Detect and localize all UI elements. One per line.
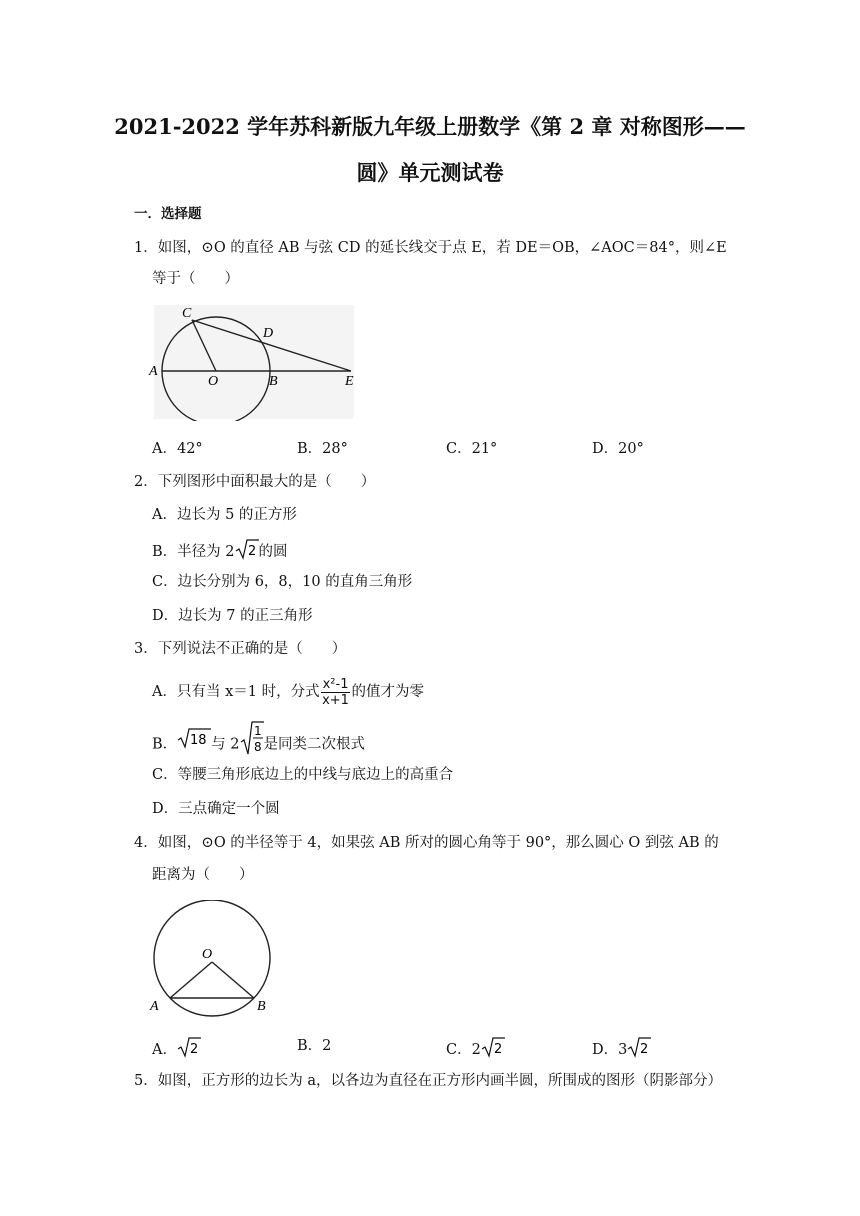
q1-option-c: C．21° — [446, 441, 498, 457]
q1-stem-line1: 1．如图，⊙O 的直径 AB 与弦 CD 的延长线交于点 E，若 DE＝OB，∠AOC＝84°，则∠E — [134, 238, 727, 256]
q1-label-b: B — [269, 374, 278, 389]
q4-label-b: B — [257, 999, 266, 1014]
q3-number: 3． — [134, 641, 158, 657]
q1-option-b: B．28° — [297, 441, 348, 457]
svg-text:2: 2 — [247, 544, 256, 559]
q1-label-c: C — [182, 306, 192, 321]
sqrt-symbol — [481, 1036, 505, 1064]
q4-radius-oa — [170, 962, 212, 998]
q4-label-o: O — [202, 947, 213, 962]
q2-option-b: B．半径为 2 2 的圆 — [152, 538, 288, 566]
q3-option-b: B． 18 与 2 1 8 是同类二次根式 — [152, 720, 365, 769]
circle-dot-icon: ⊙ — [201, 833, 214, 851]
q5-stem: 5．如图，正方形的边长为 a，以各边为直径在正方形内画半圆，所围成的图形（阴影部分） — [134, 1073, 722, 1089]
q2-option-c: C．边长分别为 6，8，10 的直角三角形 — [152, 574, 413, 590]
q4-label-a: A — [150, 999, 159, 1014]
q4-stem-line2: 距离为（ ） — [152, 867, 254, 883]
q2-option-d: D．边长为 7 的正三角形 — [152, 608, 313, 624]
sqrt-fraction-symbol — [240, 720, 264, 769]
sqrt-symbol — [177, 1036, 201, 1064]
q1-label-e: E — [345, 374, 354, 389]
sqrt-symbol — [627, 1036, 651, 1064]
q4-option-a: A． 2 — [152, 1036, 201, 1064]
q4-option-c: C．2 2 — [446, 1036, 505, 1064]
svg-text:1: 1 — [253, 724, 262, 738]
q4-number: 4． — [134, 835, 158, 851]
q2-number: 2． — [134, 474, 158, 490]
q4-option-b: B．2 — [297, 1038, 332, 1054]
fraction: $\frac{\text{x²-1}}{x+1}$ — [322, 676, 349, 708]
circle-dot-icon: ⊙ — [201, 238, 214, 256]
q4-radius-ob — [212, 962, 254, 998]
sqrt-symbol — [235, 538, 259, 566]
svg-text:2: 2 — [189, 1042, 199, 1057]
q4-figure — [146, 900, 276, 1020]
svg-text:2: 2 — [640, 1042, 649, 1057]
q1-option-d: D．20° — [592, 441, 644, 457]
q1-label-d: D — [263, 326, 274, 341]
svg-text:18: 18 — [190, 733, 207, 748]
q1-option-a: A．42° — [152, 441, 203, 457]
q3-option-c: C．等腰三角形底边上的中线与底边上的高重合 — [152, 767, 454, 783]
q2-option-a: A．边长为 5 的正方形 — [152, 507, 297, 523]
q1-label-a: A — [149, 364, 158, 379]
q3-stem: 3．下列说法不正确的是（ ） — [134, 641, 347, 657]
section-heading: 一．选择题 — [134, 206, 202, 222]
q1-figure — [146, 303, 366, 421]
sqrt-symbol — [177, 727, 211, 762]
svg-text:8: 8 — [253, 740, 262, 754]
doc-title-line2: 圆》单元测试卷 — [356, 160, 504, 185]
q1-stem-line2: 等于（ ） — [152, 271, 239, 287]
q2-stem: 2．下列图形中面积最大的是（ ） — [134, 474, 376, 490]
doc-title-line1: 2021-2022 学年苏科新版九年级上册数学《第 2 章 对称图形—— — [114, 114, 746, 139]
q1-label-o: O — [208, 374, 219, 389]
q3-option-a: A．只有当 x＝1 时，分式 $\frac{\text{x²-1}}{x+1}$ 的值才为零 — [152, 676, 424, 708]
svg-text:2: 2 — [493, 1042, 503, 1057]
q1-number: 1． — [134, 240, 158, 256]
q3-option-d: D．三点确定一个圆 — [152, 801, 280, 817]
q4-option-d: D．3 2 — [592, 1036, 651, 1064]
q4-stem-line1: 4．如图，⊙O 的半径等于 4，如果弦 AB 所对的圆心角等于 90°，那么圆心 O 到弦 AB 的 — [134, 833, 719, 851]
q5-number: 5． — [134, 1073, 158, 1089]
